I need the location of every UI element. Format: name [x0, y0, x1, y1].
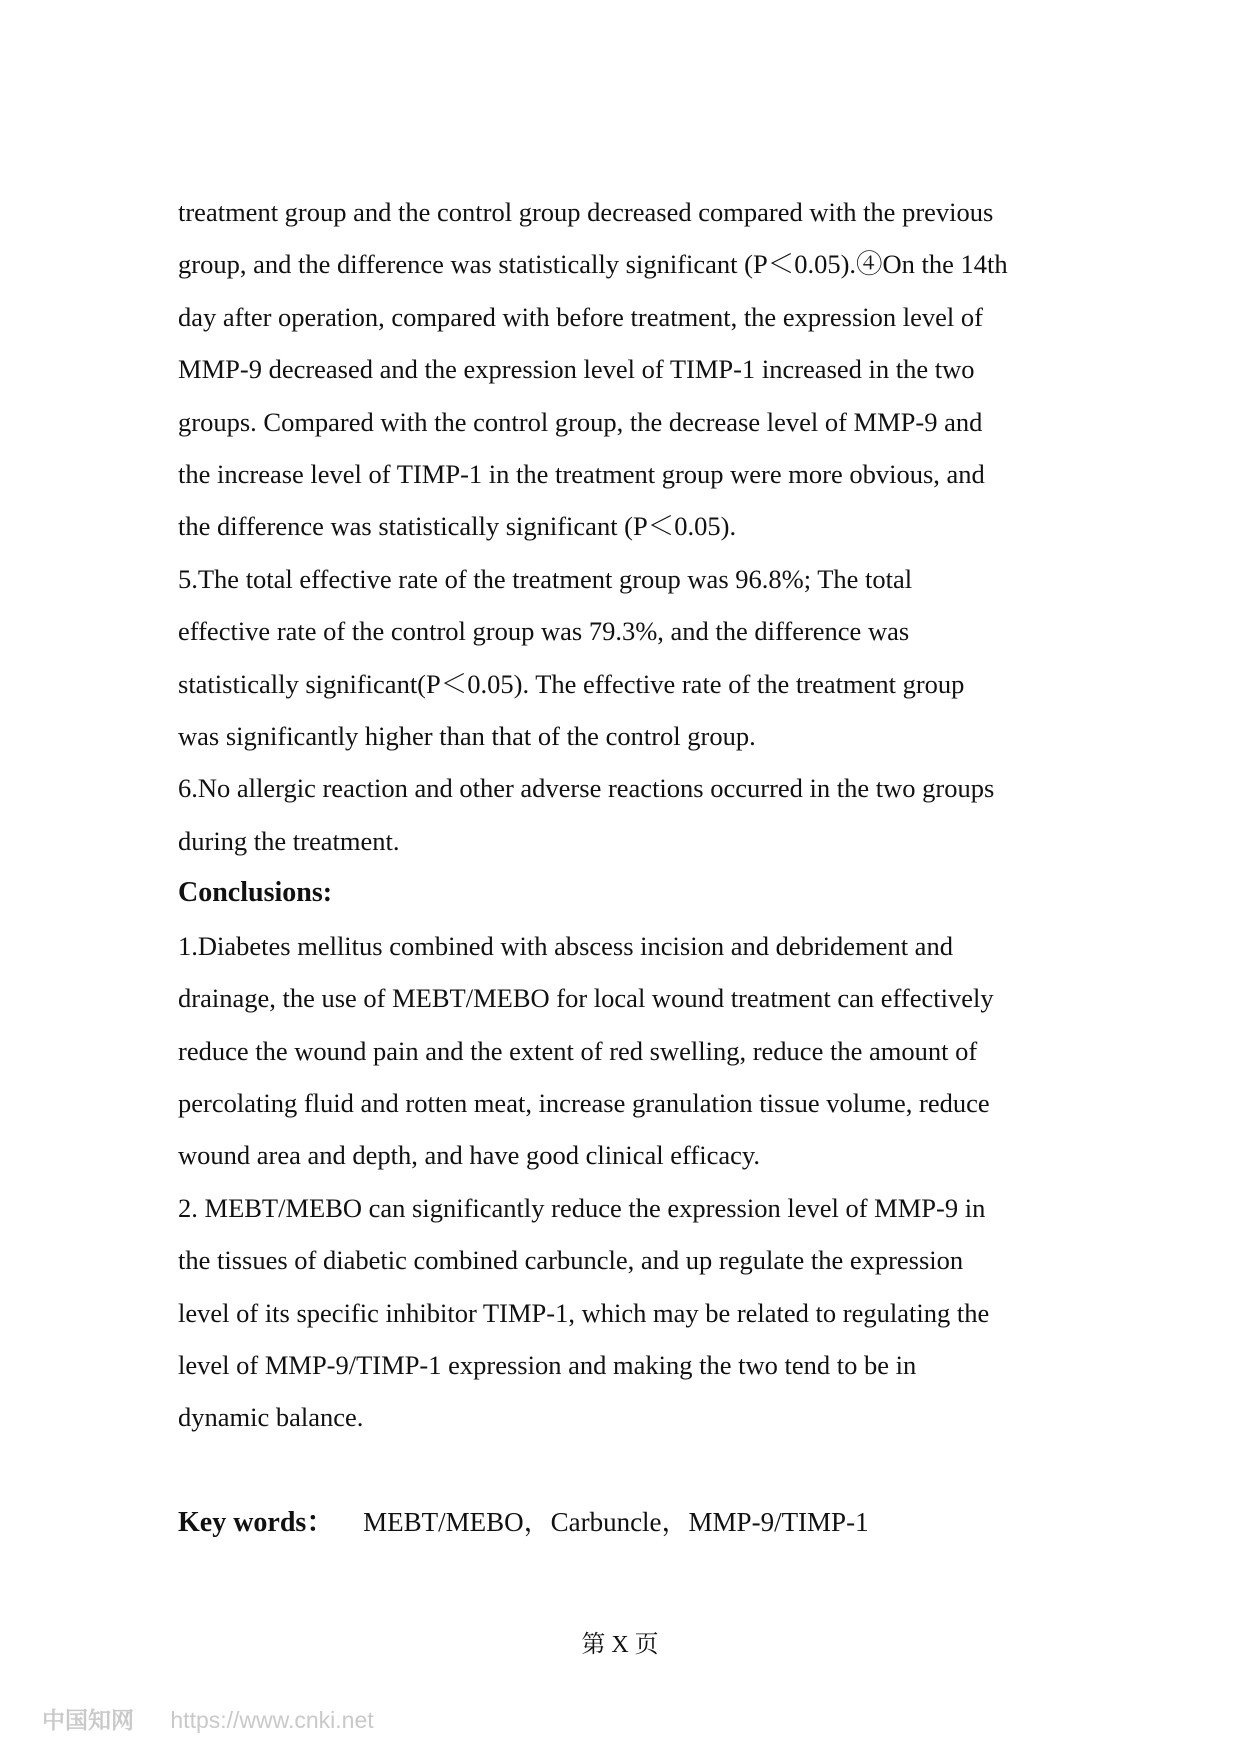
results-line-1: treatment group and the control group decreased compared with the previous — [178, 197, 994, 227]
keywords-label: Key words： — [178, 1507, 335, 1538]
conclusion-1-line-3: reduce the wound pain and the extent of red swelling, reduce the amount of — [178, 1035, 978, 1066]
page-number: 第 X 页 — [581, 1632, 659, 1658]
conclusion-1-line-1: 1.Diabetes mellitus combined with abscess incision and debridement and — [178, 930, 953, 961]
conclusion-1-line-4: percolating fluid and rotten meat, increase granulation tissue volume, reduce — [178, 1087, 990, 1118]
result-5-line-4: was significantly higher than that of the control group. — [178, 721, 756, 752]
results-line-6: the increase level of TIMP-1 in the treatment group were more obvious, and — [178, 459, 985, 490]
results-line-5: groups. Compared with the control group, the decrease level of MMP-9 and — [178, 406, 983, 437]
result-6-line-2: during the treatment. — [178, 825, 400, 856]
results-line-7: the difference was statistically significant (P＜0.05). — [178, 511, 737, 542]
conclusion-2-line-3: level of its specific inhibitor TIMP-1, which may be related to regulating the — [178, 1297, 990, 1328]
conclusion-2-line-4: level of MMP-9/TIMP-1 expression and making the two tend to be in — [178, 1349, 917, 1380]
results-line-2: group, and the difference was statistically significant (P＜0.05).④On the 14th — [178, 249, 1008, 280]
conclusion-1-line-5: wound area and depth, and have good clinical efficacy. — [178, 1140, 761, 1171]
result-5-line-3: statistically significant(P＜0.05). The effective rate of the treatment group — [178, 668, 965, 699]
conclusions-heading: Conclusions: — [178, 877, 333, 909]
result-5-line-2: effective rate of the control group was 79.3%, and the difference was — [178, 616, 910, 647]
conclusion-1-line-2: drainage, the use of MEBT/MEBO for local wound treatment can effectively — [178, 983, 994, 1014]
results-line-3: day after operation, compared with before treatment, the expression level of — [178, 301, 983, 332]
conclusion-2-line-1: 2. MEBT/MEBO can significantly reduce the expression level of MMP-9 in — [178, 1192, 986, 1223]
keywords-value: MEBT/MEBO，Carbuncle，MMP-9/TIMP-1 — [363, 1507, 869, 1537]
watermark-logo-text: 中国知网 — [42, 1707, 134, 1733]
cnki-watermark — [42, 1702, 374, 1735]
result-6-line-1: 6.No allergic reaction and other adverse reactions occurred in the two groups — [178, 773, 995, 804]
conclusion-2-line-2: the tissues of diabetic combined carbuncle, and up regulate the expression — [178, 1245, 964, 1276]
abstract-body — [178, 186, 1098, 1444]
result-5-line-1: 5.The total effective rate of the treatment group was 96.8%; The total — [178, 563, 913, 594]
conclusion-2-line-5: dynamic balance. — [178, 1402, 364, 1433]
watermark-url: https://www.cnki.net — [170, 1707, 374, 1733]
keywords-line — [178, 1500, 869, 1540]
results-line-4: MMP-9 decreased and the expression level of TIMP-1 increased in the two — [178, 354, 975, 385]
